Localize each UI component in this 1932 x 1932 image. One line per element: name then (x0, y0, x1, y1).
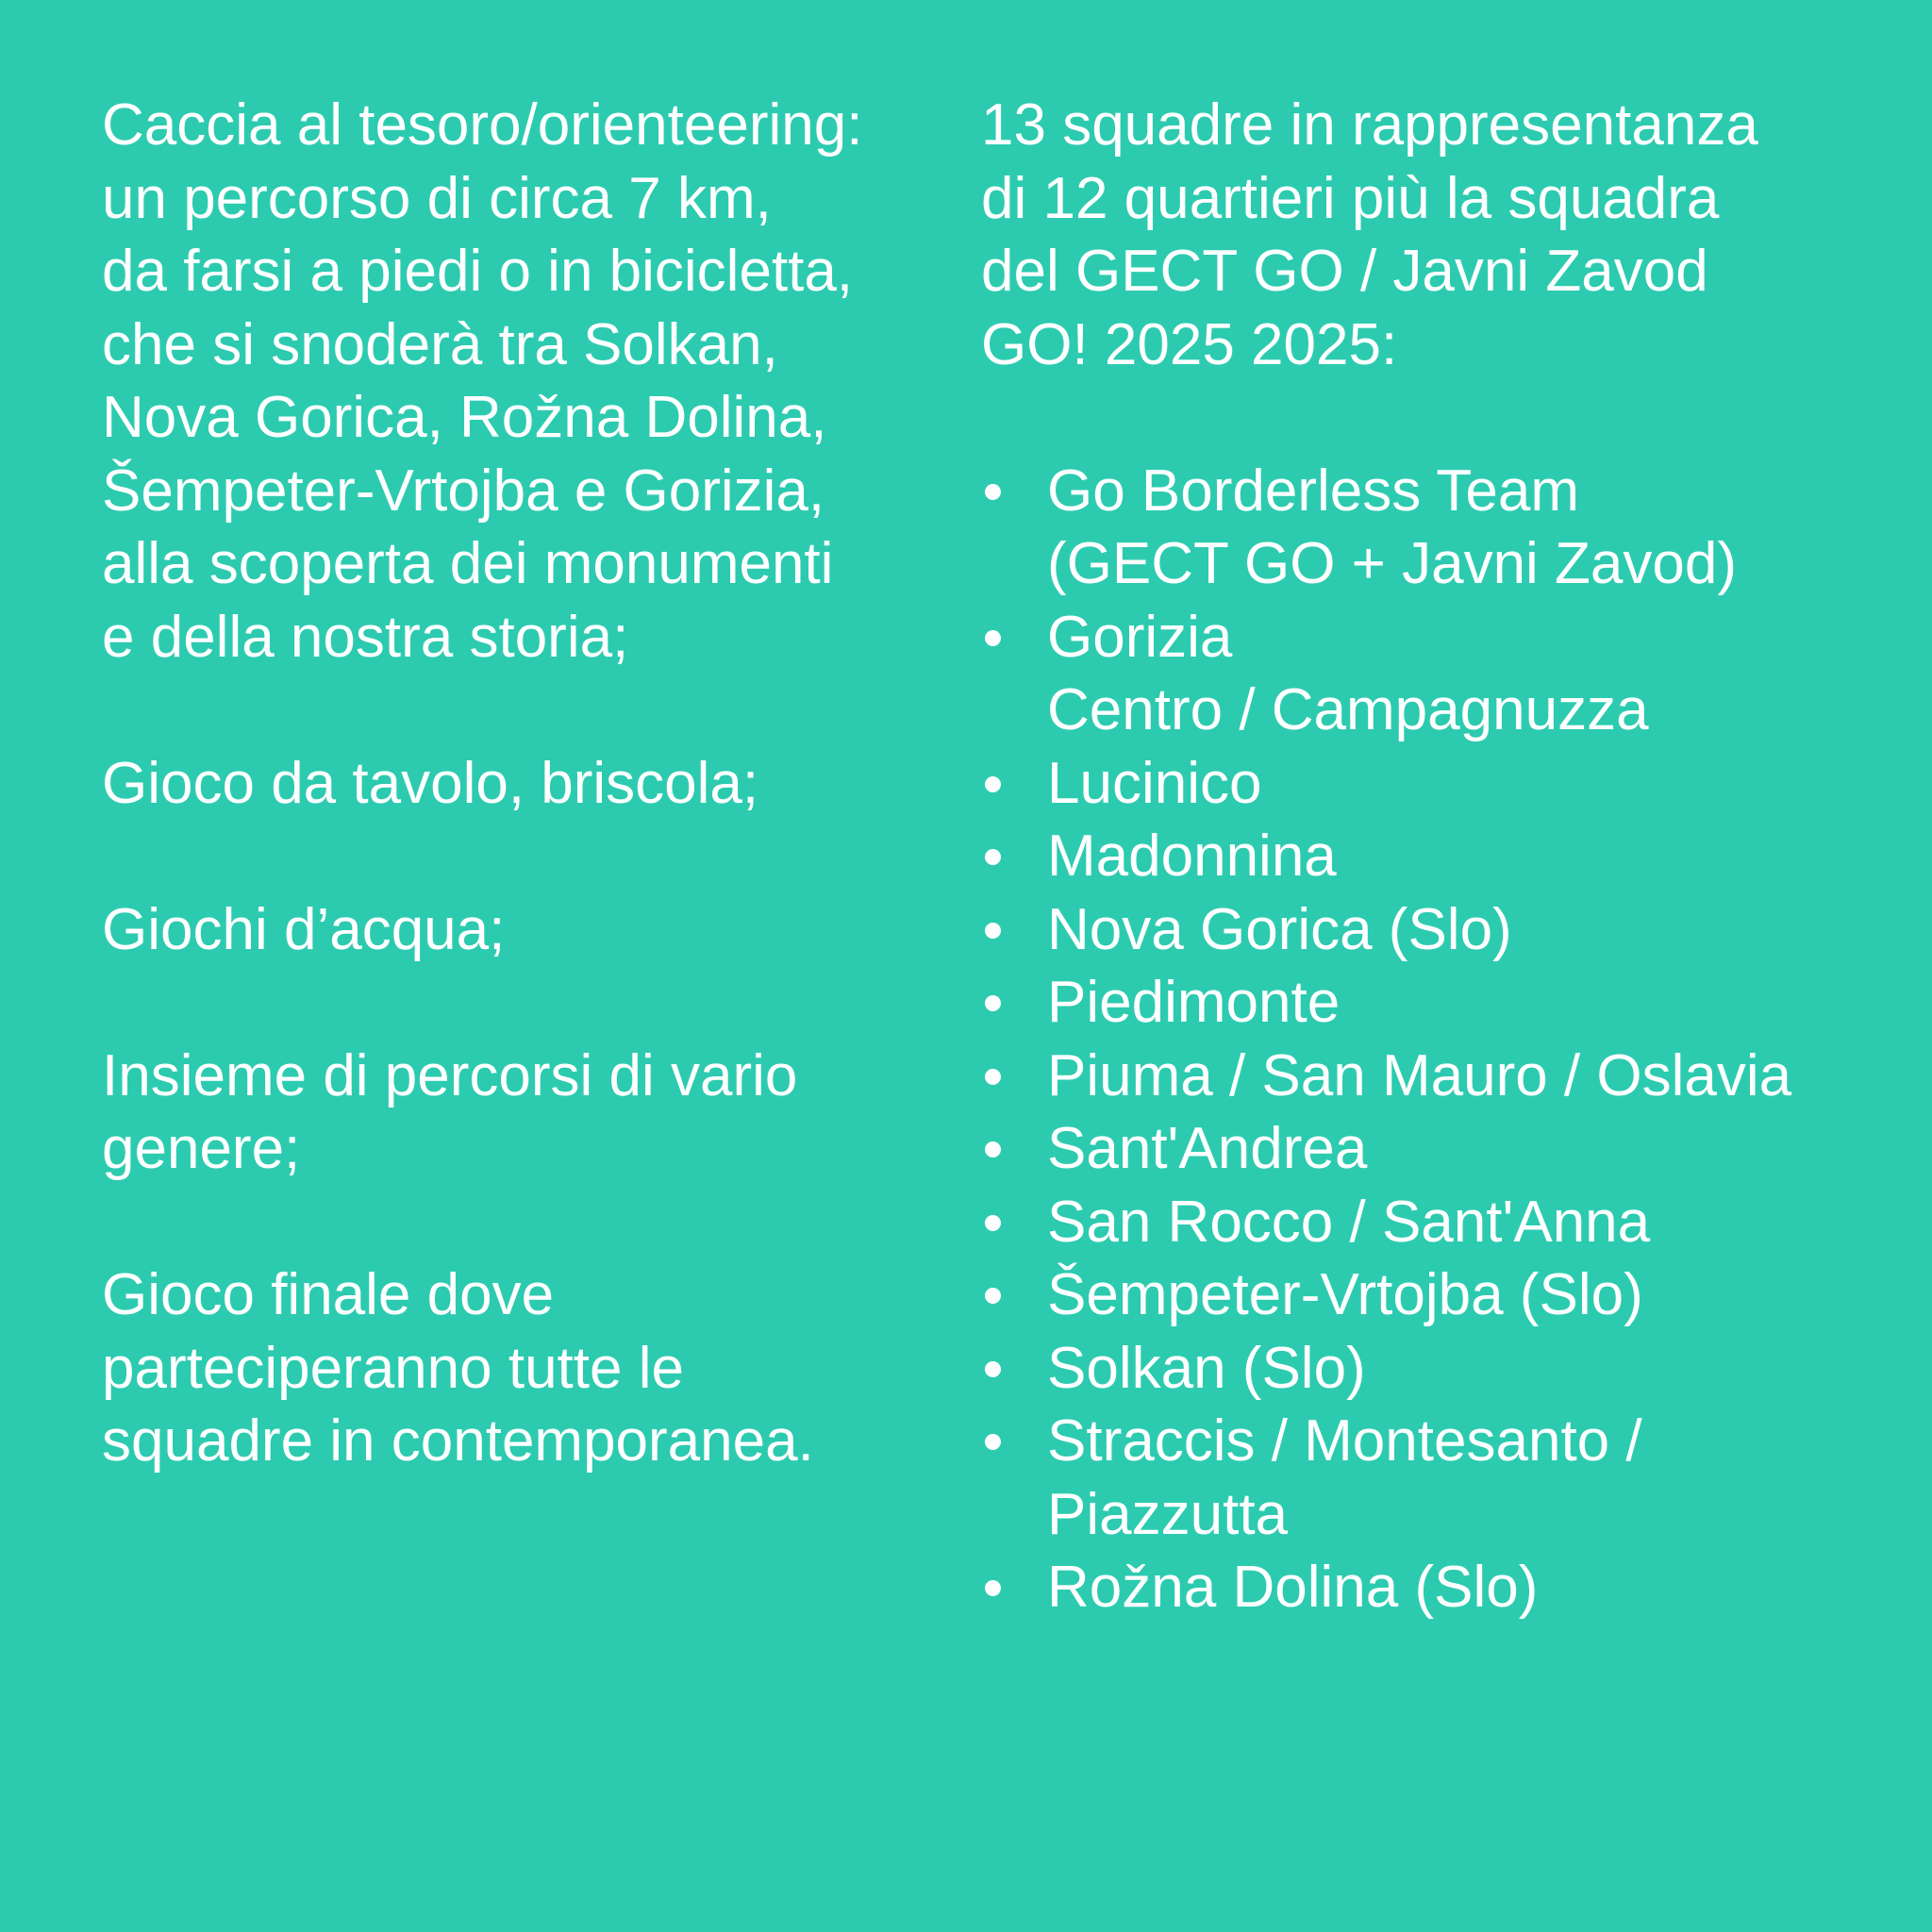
team-name: Sant'Andrea (1047, 1116, 1368, 1181)
paragraph-courses (102, 1040, 970, 1186)
text-line: squadre in contemporanea. (102, 1408, 814, 1474)
text-line: che si snoderà tra Solkan, (102, 311, 778, 377)
text-line: Giochi d’acqua; (102, 896, 506, 962)
team-name: Lucinico (1047, 750, 1262, 816)
team-name: Piazzutta (1047, 1481, 1289, 1547)
teams-list (981, 455, 1887, 1624)
text-line: Gioco finale dove (102, 1262, 555, 1327)
team-name: (GECT GO + Javni Zavod) (1047, 531, 1738, 596)
text-line: Šempeter-Vrtojba e Gorizia, (102, 458, 825, 524)
list-item (981, 1405, 1887, 1551)
paragraph-board-game (102, 747, 970, 821)
team-name: Solkan (Slo) (1047, 1335, 1366, 1401)
list-item (981, 820, 1887, 893)
teams-intro (981, 89, 1887, 381)
team-name: Madonnina (1047, 824, 1337, 889)
list-item (981, 747, 1887, 821)
text-line: Gioco da tavolo, briscola; (102, 750, 759, 816)
text-line: di 12 quartieri più la squadra (981, 165, 1720, 231)
team-name: Piuma / San Mauro / Oslavia (1047, 1042, 1792, 1108)
team-name: Piedimonte (1047, 970, 1341, 1035)
list-item (981, 601, 1887, 747)
paragraph-water-games (102, 893, 970, 967)
text-line: da farsi a piedi o in bicicletta, (102, 239, 854, 304)
text-line: GO! 2025 2025: (981, 311, 1398, 377)
list-item (981, 455, 1887, 601)
text-line: e della nostra storia; (102, 604, 629, 670)
list-item (981, 893, 1887, 967)
list-item (981, 966, 1887, 1040)
text-line: Caccia al tesoro/orienteering: (102, 92, 863, 158)
team-name: Go Borderless Team (1047, 458, 1579, 524)
list-item (981, 1186, 1887, 1259)
paragraph-final-game (102, 1258, 970, 1478)
team-name: Rožna Dolina (Slo) (1047, 1555, 1539, 1620)
list-item (981, 1258, 1887, 1332)
paragraph-treasure-hunt (102, 89, 970, 674)
team-name: San Rocco / Sant'Anna (1047, 1189, 1651, 1255)
list-item (981, 1112, 1887, 1186)
text-line: Insieme di percorsi di vario (102, 1042, 798, 1108)
team-name: Nova Gorica (Slo) (1047, 896, 1512, 962)
list-item (981, 1551, 1887, 1624)
text-line: del GECT GO / Javni Zavod (981, 239, 1708, 304)
text-line: alla scoperta dei monumenti (102, 531, 834, 596)
team-name: Centro / Campagnuzza (1047, 677, 1649, 742)
text-line: parteciperanno tutte le (102, 1335, 684, 1401)
team-name: Gorizia (1047, 604, 1233, 670)
text-line: un percorso di circa 7 km, (102, 165, 772, 231)
team-name: Straccis / Montesanto / (1047, 1408, 1642, 1474)
team-name: Šempeter-Vrtojba (Slo) (1047, 1262, 1643, 1327)
text-line: Nova Gorica, Rožna Dolina, (102, 385, 827, 450)
list-item (981, 1332, 1887, 1406)
text-line: 13 squadre in rappresentanza (981, 92, 1758, 158)
right-column (981, 89, 1887, 1624)
list-item (981, 1040, 1887, 1113)
left-column (102, 89, 970, 1478)
text-line: genere; (102, 1116, 301, 1181)
